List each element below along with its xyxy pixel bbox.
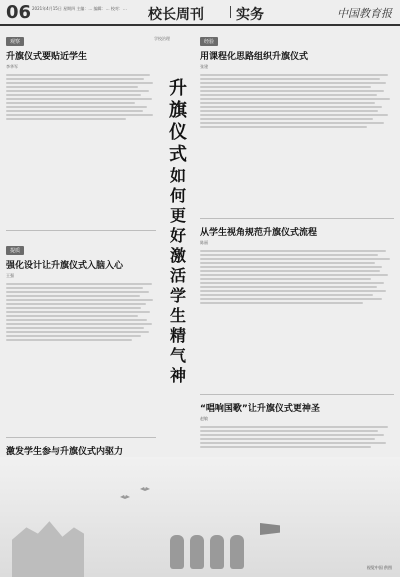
title-char: 学 xyxy=(169,286,186,305)
article-tag: 提质 xyxy=(6,246,24,255)
illustration-credit: 视觉中国 供图 xyxy=(366,565,392,570)
left-article-1 xyxy=(6,28,156,224)
section-separator xyxy=(230,6,231,18)
section-title: 校长周刊 xyxy=(148,7,204,23)
header-meta: 2021年4月15日 星期四 主编：… 编辑：… 校对：… xyxy=(32,6,127,11)
article-text-block xyxy=(200,72,394,212)
article-byline: 李华军 xyxy=(6,64,18,69)
article-byline: 张建 xyxy=(200,64,208,69)
column-divider xyxy=(6,230,156,231)
article-headline: 升旗仪式要贴近学生 xyxy=(6,52,88,62)
article-text-block xyxy=(6,281,156,431)
title-char: 精 xyxy=(169,326,186,345)
article-tag: 观察 xyxy=(6,37,24,46)
column-divider xyxy=(6,437,156,438)
student-figure xyxy=(230,535,244,569)
title-char: 神 xyxy=(169,366,186,385)
article-tag: 经验 xyxy=(200,37,218,46)
title-char: 更 xyxy=(169,206,186,225)
article-byline: 陈丽 xyxy=(200,240,208,245)
right-article-1 xyxy=(200,28,394,212)
title-char: 好 xyxy=(169,226,186,245)
bird-icon xyxy=(140,487,150,491)
title-char: 激 xyxy=(169,246,186,265)
flag-icon xyxy=(260,523,280,535)
article-text-block xyxy=(6,72,156,224)
title-char: 气 xyxy=(169,346,186,365)
left-article-2 xyxy=(6,237,156,431)
title-char: 旗 xyxy=(169,100,187,121)
vertical-title xyxy=(166,78,190,386)
right-article-2 xyxy=(200,225,394,388)
center-kicker: 学校治理 xyxy=(154,36,170,41)
great-wall-illustration xyxy=(12,515,84,577)
student-figure xyxy=(210,535,224,569)
subsection-title: 实务 xyxy=(236,7,264,23)
page-header xyxy=(0,0,400,26)
title-char: 活 xyxy=(169,266,186,285)
page-number: 06 xyxy=(6,2,32,23)
brand-logo: 中国教育报 xyxy=(337,7,392,20)
article-headline: 用课程化思路组织升旗仪式 xyxy=(200,52,309,62)
student-figure xyxy=(170,535,184,569)
title-char: 何 xyxy=(169,186,186,205)
title-char: 仪 xyxy=(169,122,187,143)
bottom-illustration xyxy=(0,457,400,577)
student-figure xyxy=(190,535,204,569)
title-char: 式 xyxy=(169,144,187,165)
title-char: 升 xyxy=(169,78,187,99)
article-headline: 强化设计让升旗仪式入脑入心 xyxy=(6,261,124,271)
article-byline: 赵敏 xyxy=(200,416,208,421)
article-text-block xyxy=(200,248,394,388)
title-char: 如 xyxy=(169,166,186,185)
article-byline: 王强 xyxy=(6,273,14,278)
bird-icon xyxy=(120,495,130,499)
column-divider xyxy=(200,218,394,219)
article-headline: “唱响国歌”让升旗仪式更神圣 xyxy=(200,404,320,414)
title-char: 生 xyxy=(169,306,186,325)
article-headline: 从学生视角规范升旗仪式流程 xyxy=(200,228,318,238)
article-headline: 激发学生参与升旗仪式内驱力 xyxy=(6,447,124,457)
column-divider xyxy=(200,394,394,395)
